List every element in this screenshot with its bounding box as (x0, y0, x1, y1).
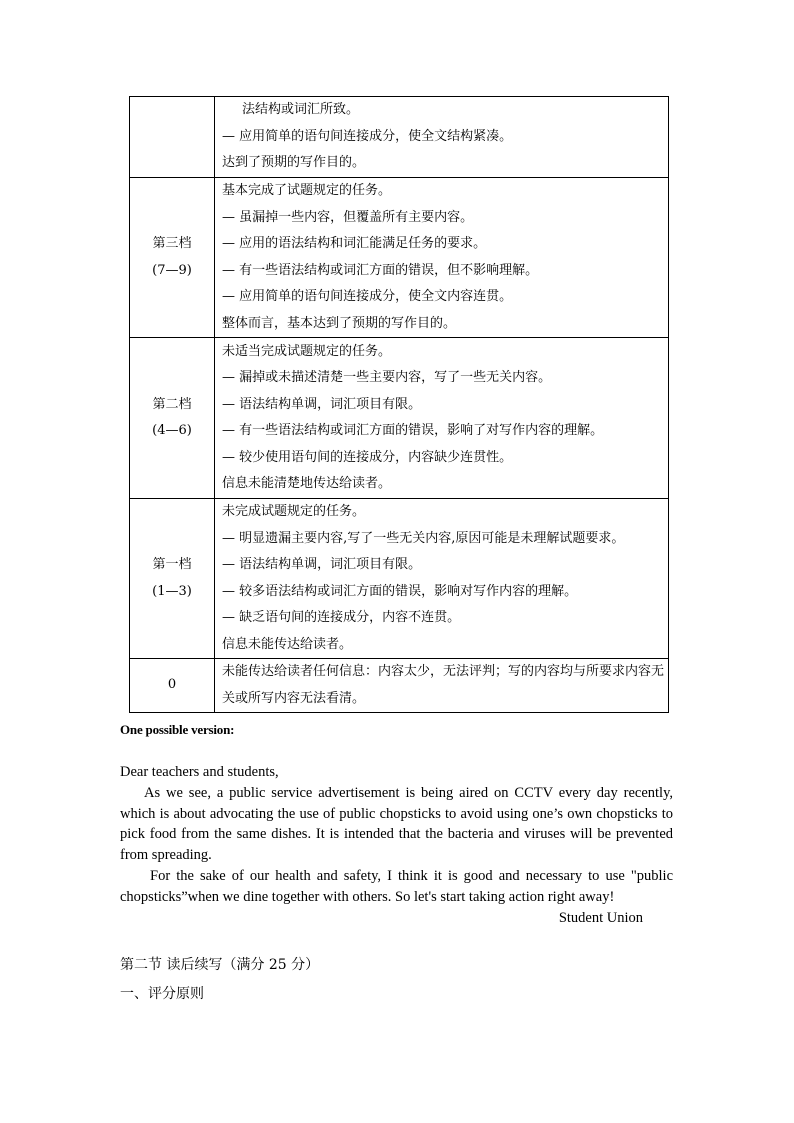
rubric-row-tier0 (130, 659, 669, 713)
grade-name: 第二档 (152, 396, 192, 412)
grade-name: 第一档 (152, 557, 192, 572)
criteria-line: 信息未能传达给读者。 (222, 636, 353, 652)
criteria-line: — 缺乏语句间的连接成分，内容不连贯。 (222, 610, 461, 625)
rubric-row-tier1 (130, 499, 669, 659)
scoring-rubric-table (129, 96, 669, 713)
criteria-line: — 虽漏掉一些内容，但覆盖所有主要内容。 (222, 209, 474, 225)
sample-essay (120, 762, 673, 928)
criteria-line: — 应用简单的语句间连接成分，使全文内容连贯。 (222, 289, 513, 304)
criteria-cell (215, 97, 669, 178)
criteria-line: — 漏掉或未描述清楚一些主要内容，写了一些无关内容。 (222, 370, 552, 385)
criteria-line: 未完成试题规定的任务。 (222, 504, 366, 519)
sample-essay-heading: One possible version: (120, 722, 235, 737)
grade-cell (130, 178, 215, 338)
essay-paragraph: As we see, a public service advertisement is being aired on CCTV every day recently, which is about advocating the use of public chopsticks to avoid using one’s own chopsticks to pick food from the same dishes. It is intended that the bacteria and viruses will be prevented from spreading. (120, 784, 673, 864)
criteria-line: 基本完成了试题规定的任务。 (222, 183, 392, 198)
section-heading: 第二节 读后续写（满分 25 分） (120, 957, 320, 973)
grade-range: (7—9) (152, 262, 192, 278)
criteria-cell (215, 338, 669, 499)
criteria-line: — 应用的语法结构和词汇能满足任务的要求。 (222, 236, 487, 251)
grade-range: (4—6) (152, 423, 192, 438)
criteria-line: — 明显遗漏主要内容,写了一些无关内容,原因可能是未理解试题要求。 (222, 530, 625, 546)
criteria-line: — 语法结构单调，词汇项目有限。 (222, 557, 422, 572)
grade-cell (130, 338, 215, 499)
criteria-line: 信息未能清楚地传达给读者。 (222, 476, 392, 491)
criteria-cell (215, 499, 669, 659)
rubric-row-tier2 (130, 338, 669, 499)
subsection-heading: 一、评分原则 (120, 986, 204, 1002)
rubric-row-tier3 (130, 178, 669, 338)
grade-name: 第三档 (152, 236, 192, 251)
criteria-line: 达到了预期的写作目的。 (222, 155, 366, 171)
criteria-line: — 应用简单的语句间连接成分，使全文结构紧凑。 (222, 128, 513, 144)
grade-cell-empty (130, 97, 215, 178)
essay-signature: Student Union (558, 909, 643, 926)
criteria-text: 未能传达给读者任何信息：内容太少，无法评判；写的内容均与所要求内容无关或所写内容无法看清。 (222, 664, 665, 706)
criteria-line: — 语法结构单调，词汇项目有限。 (222, 396, 422, 412)
grade-range: (1—3) (152, 583, 192, 599)
criteria-line: — 有一些语法结构或词汇方面的错误，影响了对写作内容的理解。 (222, 423, 604, 438)
criteria-cell (215, 659, 669, 713)
criteria-line: 整体而言，基本达到了预期的写作目的。 (222, 315, 457, 331)
criteria-line: — 有一些语法结构或词汇方面的错误，但不影响理解。 (222, 262, 539, 278)
grade-name: 0 (167, 677, 177, 693)
criteria-line: 法结构或词汇所致。 (242, 102, 360, 118)
criteria-cell (215, 178, 669, 338)
criteria-line: 未适当完成试题规定的任务。 (222, 343, 392, 359)
criteria-line: — 较少使用语句间的连接成分，内容缺少连贯性。 (222, 449, 513, 465)
essay-paragraph: For the sake of our health and safety, I think it is good and necessary to use "public chopsticks”when we dine together with others. So let's start taking action right away! (120, 867, 673, 905)
rubric-row-continuation (130, 97, 669, 178)
grade-cell (130, 499, 215, 659)
grade-cell (130, 659, 215, 713)
criteria-line: — 较多语法结构或词汇方面的错误，影响对写作内容的理解。 (222, 583, 578, 599)
essay-greeting: Dear teachers and students, (120, 764, 279, 780)
